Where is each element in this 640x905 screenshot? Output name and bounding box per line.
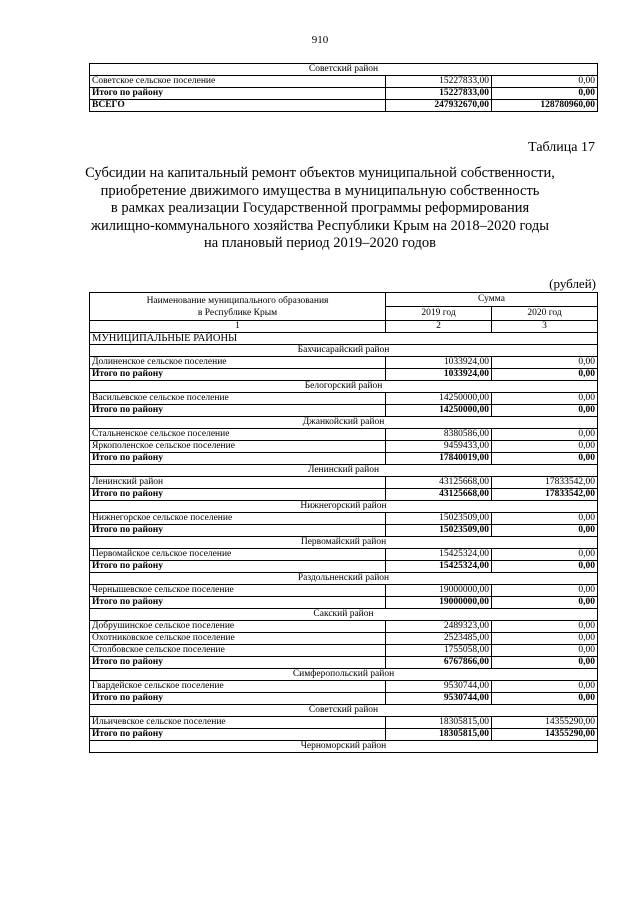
row-name: Добрушинское сельское поселение [90, 621, 386, 633]
value-2019: 17840019,00 [386, 453, 492, 465]
document-title [60, 165, 580, 253]
value-2020: 128780960,00 [492, 100, 598, 112]
settlement-row [90, 477, 598, 489]
row-name: Итого по району [90, 369, 386, 381]
row-name: Советское сельское поселение [90, 76, 386, 88]
value-2019: 43125668,00 [386, 477, 492, 489]
row-name: Итого по району [90, 693, 386, 705]
value-2019: 15227833,00 [386, 88, 492, 100]
header-row [90, 293, 598, 307]
row-name: Первомайское сельское поселение [90, 549, 386, 561]
row-name: Столбовское сельское поселение [90, 645, 386, 657]
row-name: Стальненское сельское поселение [90, 429, 386, 441]
row-name: Ленинский район [90, 477, 386, 489]
settlement-row [90, 357, 598, 369]
column-number: 3 [492, 321, 598, 333]
district-name: Сакский район [90, 609, 598, 621]
value-2019: 9530744,00 [386, 693, 492, 705]
value-2019: 1755058,00 [386, 645, 492, 657]
value-2020: 17833542,00 [492, 477, 598, 489]
row-name: Охотниковское сельское поселение [90, 633, 386, 645]
value-2019: 1033924,00 [386, 369, 492, 381]
header-2019: 2019 год [386, 307, 492, 321]
title-line: в рамках реализации Государственной программы реформирования [110, 200, 530, 216]
district-name: Черноморский район [90, 741, 598, 753]
settlement-row [90, 621, 598, 633]
value-2020: 0,00 [492, 441, 598, 453]
row-name: Долиненское сельское поселение [90, 357, 386, 369]
column-numbers-row [90, 321, 598, 333]
district-name: Советский район [90, 64, 598, 76]
total-row [90, 369, 598, 381]
total-row [90, 88, 598, 100]
settlement-row [90, 633, 598, 645]
value-2020: 0,00 [492, 513, 598, 525]
total-row [90, 489, 598, 501]
district-row [90, 669, 598, 681]
value-2019: 19000000,00 [386, 597, 492, 609]
section-label: МУНИЦИПАЛЬНЫЕ РАЙОНЫ [90, 333, 598, 345]
row-name: Итого по району [90, 561, 386, 573]
value-2019: 15425324,00 [386, 549, 492, 561]
value-2019: 9530744,00 [386, 681, 492, 693]
district-name: Бахчисарайский район [90, 345, 598, 357]
settlement-row [90, 549, 598, 561]
value-2019: 18305815,00 [386, 729, 492, 741]
total-row [90, 561, 598, 573]
row-name: Итого по району [90, 88, 386, 100]
header-name: Наименование муниципального образования [146, 295, 329, 306]
settlement-row [90, 681, 598, 693]
header-name-cell [90, 293, 386, 321]
district-row [90, 705, 598, 717]
header-name-2: в Республике Крым [197, 307, 278, 318]
district-row [90, 345, 598, 357]
value-2019: 15227833,00 [386, 76, 492, 88]
district-name: Советский район [90, 705, 598, 717]
table-number: Таблица 17 [528, 140, 595, 155]
district-row [90, 64, 598, 76]
value-2020: 0,00 [492, 693, 598, 705]
settlement-row [90, 76, 598, 88]
column-number: 2 [386, 321, 492, 333]
value-2020: 0,00 [492, 76, 598, 88]
value-2019: 19000000,00 [386, 585, 492, 597]
header-2020: 2020 год [492, 307, 598, 321]
value-2020: 0,00 [492, 597, 598, 609]
column-number: 1 [90, 321, 386, 333]
settlement-row [90, 585, 598, 597]
row-name: Итого по району [90, 489, 386, 501]
value-2020: 17833542,00 [492, 489, 598, 501]
row-name: Яркополенское сельское поселение [90, 441, 386, 453]
value-2019: 18305815,00 [386, 717, 492, 729]
units-label: (рублей) [549, 276, 596, 291]
title-line: на плановый период 2019–2020 годов [203, 235, 437, 251]
row-name: Чернышевское сельское поселение [90, 585, 386, 597]
row-name: Итого по району [90, 729, 386, 741]
district-name: Симферопольский район [90, 669, 598, 681]
settlement-row [90, 717, 598, 729]
value-2020: 0,00 [492, 88, 598, 100]
row-name: ВСЕГО [90, 100, 386, 112]
district-row [90, 609, 598, 621]
value-2019: 9459433,00 [386, 441, 492, 453]
continued-table [89, 63, 598, 112]
value-2020: 14355290,00 [492, 717, 598, 729]
row-name: Нижнегорское сельское поселение [90, 513, 386, 525]
row-name: Итого по району [90, 597, 386, 609]
total-row [90, 693, 598, 705]
value-2020: 0,00 [492, 561, 598, 573]
value-2020: 0,00 [492, 525, 598, 537]
district-row [90, 465, 598, 477]
settlement-row [90, 393, 598, 405]
value-2020: 0,00 [492, 657, 598, 669]
settlement-row [90, 645, 598, 657]
district-row [90, 741, 598, 753]
value-2019: 14250000,00 [386, 393, 492, 405]
value-2020: 0,00 [492, 405, 598, 417]
value-2019: 6767866,00 [386, 657, 492, 669]
district-name: Нижнегорский район [90, 501, 598, 513]
district-row [90, 573, 598, 585]
value-2020: 0,00 [492, 633, 598, 645]
value-2020: 0,00 [492, 357, 598, 369]
district-name: Белогорский район [90, 381, 598, 393]
value-2020: 0,00 [492, 429, 598, 441]
district-row [90, 501, 598, 513]
district-row [90, 381, 598, 393]
row-name: Итого по району [90, 453, 386, 465]
value-2020: 0,00 [492, 681, 598, 693]
value-2020: 0,00 [492, 549, 598, 561]
total-row [90, 597, 598, 609]
district-name: Джанкойский район [90, 417, 598, 429]
title-line: приобретение движимого имущества в муниципальную собственность [100, 182, 540, 199]
subsidy-table [89, 292, 598, 753]
value-2020: 0,00 [492, 369, 598, 381]
title-line: жилищно-коммунального хозяйства Республики Крым на 2018–2020 годы [91, 217, 549, 234]
total-row [90, 405, 598, 417]
title-line: Субсидии на капитальный ремонт объектов муниципальной собственности, [85, 165, 555, 181]
page-number: 910 [311, 34, 329, 46]
settlement-row [90, 429, 598, 441]
total-row [90, 453, 598, 465]
value-2019: 14250000,00 [386, 405, 492, 417]
district-name: Ленинский район [90, 465, 598, 477]
district-name: Первомайский район [90, 537, 598, 549]
value-2020: 0,00 [492, 645, 598, 657]
value-2020: 0,00 [492, 621, 598, 633]
row-name: Итого по району [90, 525, 386, 537]
value-2019: 2523485,00 [386, 633, 492, 645]
value-2020: 14355290,00 [492, 729, 598, 741]
row-name: Васильевское сельское поселение [90, 393, 386, 405]
total-row [90, 525, 598, 537]
value-2019: 43125668,00 [386, 489, 492, 501]
settlement-row [90, 513, 598, 525]
value-2019: 15425324,00 [386, 561, 492, 573]
value-2019: 15023509,00 [386, 513, 492, 525]
section-row [90, 333, 598, 345]
district-row [90, 417, 598, 429]
district-row [90, 537, 598, 549]
total-row [90, 729, 598, 741]
row-name: Итого по району [90, 657, 386, 669]
value-2019: 1033924,00 [386, 357, 492, 369]
value-2019: 2489323,00 [386, 621, 492, 633]
row-name: Итого по району [90, 405, 386, 417]
total-row [90, 657, 598, 669]
value-2019: 15023509,00 [386, 525, 492, 537]
district-name: Раздольненский район [90, 573, 598, 585]
settlement-row [90, 441, 598, 453]
value-2020: 0,00 [492, 393, 598, 405]
total-row [90, 100, 598, 112]
value-2019: 8380586,00 [386, 429, 492, 441]
value-2019: 247932670,00 [386, 100, 492, 112]
value-2020: 0,00 [492, 453, 598, 465]
header-sum: Сумма [386, 293, 598, 307]
row-name: Гвардейское сельское поселение [90, 681, 386, 693]
row-name: Ильичевское сельское поселение [90, 717, 386, 729]
value-2020: 0,00 [492, 585, 598, 597]
